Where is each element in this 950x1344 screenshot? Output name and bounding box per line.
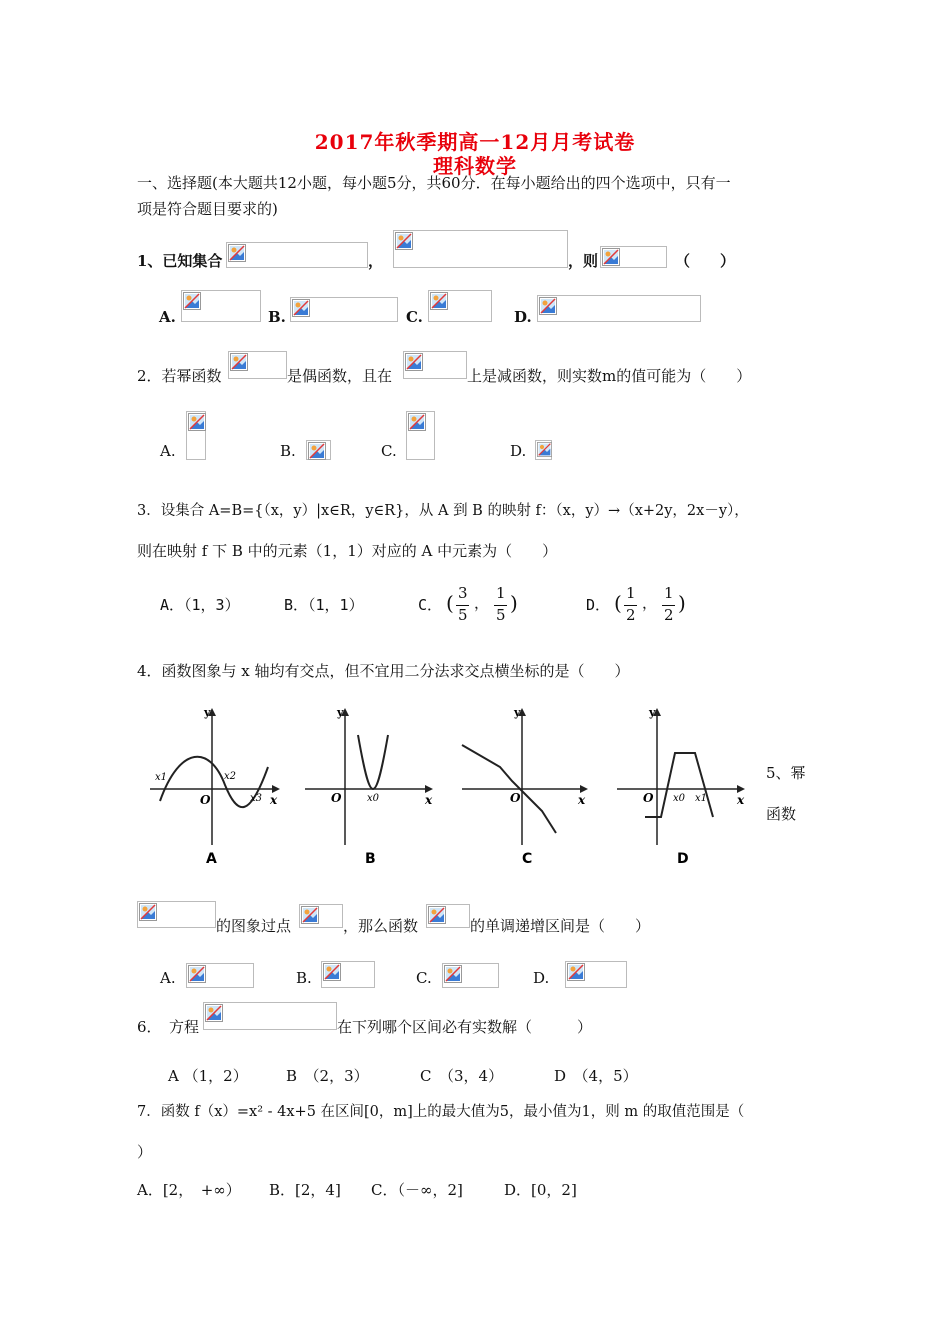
q5-function-image bbox=[137, 901, 216, 928]
q1-prefix: 1、已知集合 bbox=[137, 252, 223, 270]
x-axis-label: x bbox=[737, 793, 745, 807]
q5-mid-text1: 的图象过点 bbox=[216, 917, 292, 935]
fraction-numerator: 1 bbox=[496, 584, 506, 602]
q7-option-c: C．（－∞，2] bbox=[371, 1181, 463, 1199]
q5-mid-text2: ，那么函数 bbox=[343, 917, 419, 935]
section-instruction-line2: 项是符合题目要求的) bbox=[137, 200, 278, 218]
q3-line1: 3．设集合 A=B={（x，y）|x∈R，y∈R}，从 A 到 B 的映射 f：（x，y）→（x+2y，2x－y）， bbox=[137, 503, 749, 519]
q5-option-a-image bbox=[186, 963, 254, 988]
q1-option-a-label: A. bbox=[159, 308, 176, 326]
graph-label: B bbox=[365, 851, 376, 867]
q5-option-b-image bbox=[321, 961, 375, 988]
q2-middle-text: 是偶函数，且在 bbox=[287, 367, 393, 385]
y-axis-label: y bbox=[337, 706, 344, 719]
q2-interval-image bbox=[403, 351, 467, 379]
q4-text: 4．函数图象与 x 轴均有交点，但不宜用二分法求交点横坐标的是（ ） bbox=[137, 662, 630, 680]
q2-option-a-label: A. bbox=[160, 442, 176, 460]
broken-image-icon bbox=[188, 413, 206, 431]
q3-option-a: A．（1，3） bbox=[160, 596, 240, 614]
q1-answer-paren: （ ） bbox=[675, 252, 736, 270]
q6-option-d: D （4，5） bbox=[554, 1067, 638, 1085]
fraction-denominator: 5 bbox=[496, 606, 506, 624]
q2-function-image bbox=[228, 351, 287, 379]
q4-graph-d bbox=[615, 705, 755, 870]
fraction-numerator: 1 bbox=[626, 584, 636, 602]
q6-option-c: C （3，4） bbox=[420, 1067, 504, 1085]
q7-option-d: D．[0，2] bbox=[504, 1181, 577, 1199]
q4-graph-c bbox=[460, 705, 595, 870]
q3-option-c-label: C． bbox=[418, 596, 443, 614]
open-paren: ( bbox=[446, 591, 454, 615]
root-label-x0: x0 bbox=[673, 793, 686, 804]
curve bbox=[358, 735, 388, 789]
fraction-numerator: 1 bbox=[664, 584, 674, 602]
exam-subtitle: 理科数学 bbox=[433, 154, 517, 178]
fraction-denominator: 2 bbox=[626, 606, 636, 624]
q5-head-line1: 5、幂 bbox=[766, 764, 806, 782]
q1-option-a-image bbox=[181, 290, 261, 322]
broken-image-icon bbox=[537, 442, 552, 457]
q5-option-b-label: B. bbox=[296, 969, 312, 987]
graph-label: C bbox=[522, 851, 533, 867]
q1-set-a-image bbox=[226, 242, 368, 268]
curve bbox=[645, 753, 713, 817]
broken-image-icon bbox=[183, 292, 201, 310]
broken-image-icon bbox=[230, 353, 248, 371]
exam-title: 2017年秋季期高一12月月考试卷 bbox=[314, 130, 636, 154]
fraction-denominator: 5 bbox=[458, 606, 468, 624]
broken-image-icon bbox=[292, 299, 310, 317]
x-axis-arrow-icon bbox=[737, 785, 745, 793]
q7-option-b: B．[2，4] bbox=[269, 1181, 341, 1199]
q1-expression-image bbox=[600, 246, 667, 268]
broken-image-icon bbox=[405, 353, 423, 371]
q5-head-line2: 函数 bbox=[766, 805, 797, 823]
q3-option-d-label: D． bbox=[586, 596, 611, 614]
q1-option-c-image bbox=[428, 290, 492, 322]
broken-image-icon bbox=[430, 292, 448, 310]
x-axis-label: x bbox=[425, 793, 433, 807]
q1-option-d-image bbox=[537, 295, 701, 322]
q7-option-a: A．[2， +∞） bbox=[137, 1181, 241, 1199]
broken-image-icon bbox=[139, 903, 157, 921]
origin-label: O bbox=[331, 791, 342, 805]
q6-option-b: B （2，3） bbox=[286, 1067, 369, 1085]
x-axis-arrow-icon bbox=[580, 785, 588, 793]
root-label-x1: x1 bbox=[695, 793, 708, 804]
q4-graph-a bbox=[150, 705, 285, 870]
comma: ， bbox=[642, 594, 658, 612]
origin-label: O bbox=[643, 791, 654, 805]
q5-option-d-label: D. bbox=[533, 969, 550, 987]
q1-option-c-label: C. bbox=[406, 308, 423, 326]
broken-image-icon bbox=[205, 1004, 223, 1022]
section-instruction-line1: 一、选择题(本大题共12小题，每小题5分，共60分．在每小题给出的四个选项中，只有一 bbox=[137, 174, 731, 192]
q1-option-b-image bbox=[290, 297, 398, 322]
graph-label: A bbox=[206, 851, 217, 867]
q5-function2-image bbox=[426, 904, 470, 928]
broken-image-icon bbox=[323, 963, 341, 981]
y-axis-label: y bbox=[204, 706, 211, 719]
q1-set-b-image bbox=[393, 230, 568, 268]
q2-option-d-image bbox=[535, 440, 552, 460]
q2-option-b-image bbox=[306, 440, 331, 460]
q5-suffix: 的单调递增区间是（ ） bbox=[470, 917, 651, 935]
q2-option-c-label: C. bbox=[381, 442, 397, 460]
broken-image-icon bbox=[539, 297, 557, 315]
origin-label: O bbox=[200, 793, 211, 807]
broken-image-icon bbox=[228, 244, 246, 262]
q3-option-d-fraction bbox=[612, 582, 692, 628]
broken-image-icon bbox=[444, 965, 462, 983]
q1-option-b-label: B. bbox=[268, 308, 286, 326]
graph-label: D bbox=[677, 851, 689, 867]
q6-option-a: A （1，2） bbox=[168, 1067, 248, 1085]
q2-option-b-label: B. bbox=[280, 442, 296, 460]
q1-then: ，则 bbox=[568, 252, 599, 270]
y-axis-label: y bbox=[649, 706, 656, 719]
broken-image-icon bbox=[188, 965, 206, 983]
q2-prefix: 2．若幂函数 bbox=[137, 367, 222, 385]
close-paren: ) bbox=[510, 591, 518, 615]
broken-image-icon bbox=[408, 413, 426, 431]
q3-option-c-fraction bbox=[444, 582, 524, 628]
q1-comma: ， bbox=[368, 252, 384, 270]
x-axis-arrow-icon bbox=[272, 785, 280, 793]
x-axis-arrow-icon bbox=[425, 785, 433, 793]
q5-option-d-image bbox=[565, 961, 627, 988]
root-label-x2: x2 bbox=[224, 771, 237, 782]
root-label-x1: x1 bbox=[155, 772, 168, 783]
q5-option-c-image bbox=[442, 963, 499, 988]
q7-line2: ） bbox=[137, 1143, 153, 1161]
q5-point-image bbox=[299, 904, 343, 928]
q2-option-a-image bbox=[186, 411, 206, 460]
broken-image-icon bbox=[602, 248, 620, 266]
q3-option-b: B．（1，1） bbox=[284, 596, 364, 614]
q4-graph-b bbox=[303, 705, 438, 870]
q2-suffix: 上是减函数，则实数m的值可能为（ ） bbox=[467, 367, 752, 385]
q1-option-d-label: D. bbox=[514, 308, 532, 326]
broken-image-icon bbox=[308, 442, 326, 460]
fraction-denominator: 2 bbox=[664, 606, 674, 624]
q2-option-c-image bbox=[406, 411, 435, 460]
q5-option-a-label: A. bbox=[160, 969, 176, 987]
q6-prefix: 6． 方程 bbox=[137, 1018, 200, 1036]
root-label-x0: x0 bbox=[367, 793, 380, 804]
q2-option-d-label: D. bbox=[510, 442, 527, 460]
broken-image-icon bbox=[567, 963, 585, 981]
x-axis-label: x bbox=[578, 793, 586, 807]
root-label-x3: x3 bbox=[250, 793, 263, 804]
open-paren: ( bbox=[614, 591, 622, 615]
q6-suffix: 在下列哪个区间必有实数解（ ） bbox=[337, 1018, 593, 1036]
origin-label: O bbox=[510, 791, 521, 805]
x-axis-label: x bbox=[270, 793, 278, 807]
comma: ， bbox=[474, 594, 490, 612]
q3-line2: 则在映射 f 下 B 中的元素（1，1）对应的 A 中元素为（ ） bbox=[137, 542, 558, 560]
q7-line1: 7．函数 f（x）=x² - 4x+5 在区间[0，m]上的最大值为5，最小值为1，则 m 的取值范围是（ bbox=[137, 1104, 745, 1120]
fraction-numerator: 3 bbox=[458, 584, 468, 602]
broken-image-icon bbox=[395, 232, 413, 250]
broken-image-icon bbox=[301, 906, 319, 924]
y-axis-label: y bbox=[514, 706, 521, 719]
close-paren: ) bbox=[678, 591, 686, 615]
q5-option-c-label: C. bbox=[416, 969, 432, 987]
q6-equation-image bbox=[203, 1002, 337, 1030]
broken-image-icon bbox=[428, 906, 446, 924]
